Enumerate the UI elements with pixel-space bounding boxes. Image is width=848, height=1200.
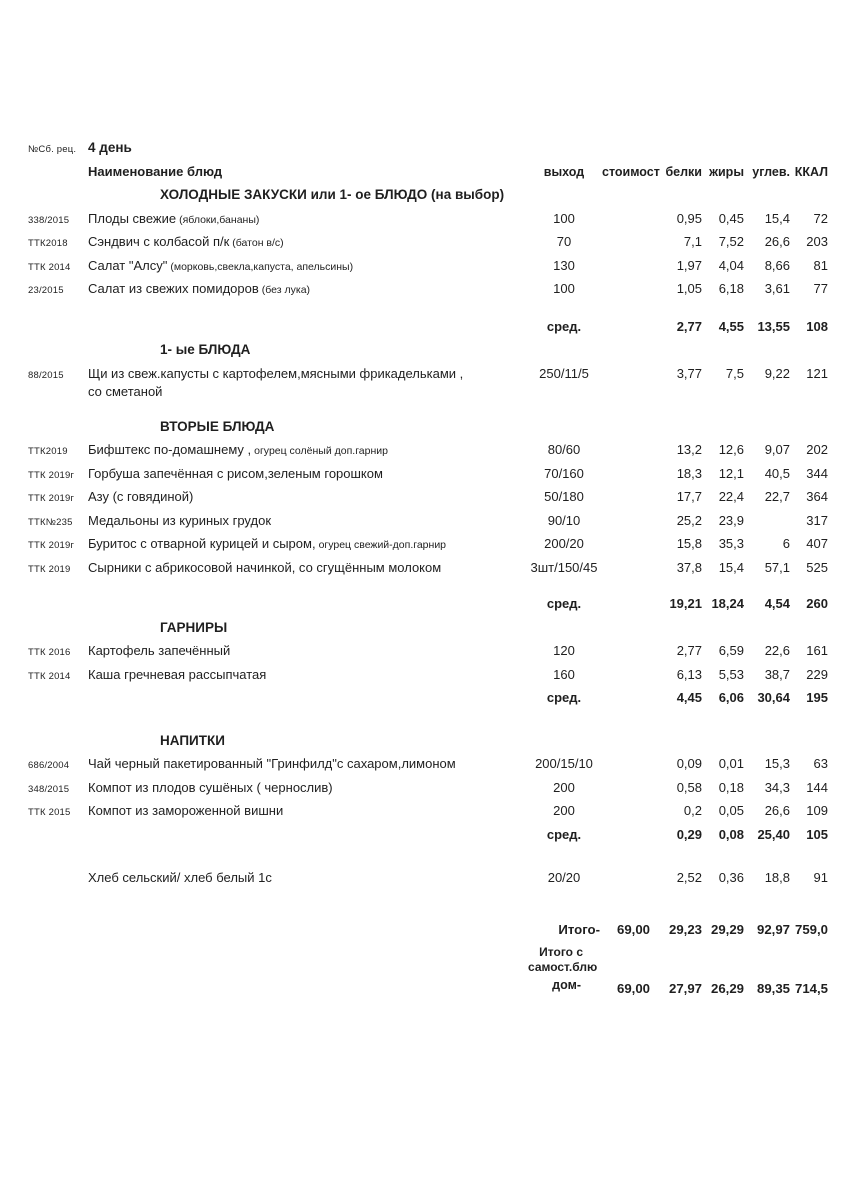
kcal-value: 72 — [813, 210, 828, 226]
kcal-value: 364 — [806, 489, 828, 504]
protein-value: 1,05 — [676, 281, 702, 296]
carbs-value: 8,66 — [764, 257, 790, 273]
carbs-avg: 30,64 — [757, 690, 790, 705]
dish-name-note: огурец свежий-доп.гарнир — [318, 539, 447, 551]
dish-name-main: Салат "Алсу" — [88, 257, 168, 273]
dish-name-main: Компот из плодов сушёных ( чернослив) — [88, 779, 333, 795]
recipe-number: 23/2015 — [28, 285, 64, 296]
col-protein: белки — [665, 164, 702, 179]
dish-name-main: Медальоны из куриных грудок — [88, 512, 272, 528]
dish-name — [88, 756, 528, 771]
fat-value: 0,45 — [718, 210, 744, 226]
table-row — [28, 366, 828, 403]
carbs-value: 26,6 — [764, 234, 790, 249]
dish-name-main: Бифштекс по-домашнему , — [88, 442, 252, 457]
kcal-value: 407 — [806, 536, 828, 551]
dish-name — [88, 366, 528, 403]
dish-name-main: Сэндвич с колбасой п/к — [88, 234, 230, 249]
average-row — [28, 690, 828, 714]
kcal-value: 344 — [806, 465, 828, 481]
protein-avg: 19,21 — [669, 596, 702, 611]
protein-avg: 4,45 — [676, 690, 702, 705]
total-with-fat: 26,29 — [710, 981, 744, 996]
recipe-number: ТТК 2019г — [28, 540, 75, 551]
dish-name-note: (морковь,свекла,капуста, апельсины) — [170, 260, 354, 273]
recipe-number: 338/2015 — [28, 214, 70, 226]
fat-avg: 4,55 — [718, 318, 744, 334]
day-title: 4 день — [88, 140, 132, 155]
table-row — [28, 258, 828, 282]
total-row — [28, 922, 828, 946]
portion-value: 90/10 — [547, 512, 581, 528]
dish-name — [88, 234, 528, 249]
protein-value: 15,8 — [676, 536, 702, 551]
table-row — [28, 211, 828, 235]
kcal-value: 109 — [806, 803, 828, 818]
section-title-first-courses: 1- ые БЛЮДА — [160, 342, 251, 357]
fat-value: 0,05 — [718, 803, 744, 818]
dish-name — [88, 211, 528, 226]
section-title-garnish: ГАРНИРЫ — [160, 619, 228, 635]
kcal-value: 91 — [813, 870, 828, 885]
fat-avg: 0,08 — [718, 826, 744, 842]
fat-value: 0,18 — [718, 779, 744, 795]
kcal-value: 202 — [806, 442, 828, 457]
table-row — [28, 234, 828, 258]
average-label: сред. — [546, 826, 582, 842]
col-name: Наименование блюд — [88, 163, 223, 179]
carbs-value: 40,5 — [764, 465, 790, 481]
carbs-value: 34,3 — [764, 779, 790, 795]
portion-value: 200/20 — [544, 536, 584, 551]
dish-name-note: (без лука) — [261, 284, 311, 296]
table-row — [28, 803, 828, 827]
recipe-number: ТТК 2014 — [28, 261, 71, 273]
spacer — [28, 403, 828, 419]
dish-name-main: Щи из свеж.капусты с картофелем,мясными фрикадельками , — [88, 365, 464, 381]
bread-row — [28, 870, 828, 894]
dish-name — [88, 560, 528, 575]
spacer — [28, 305, 828, 319]
section-title-drinks: НАПИТКИ — [160, 732, 225, 748]
dish-name — [88, 780, 528, 795]
spacer — [28, 714, 828, 733]
carbs-value: 57,1 — [764, 559, 790, 575]
kcal-avg: 105 — [806, 826, 828, 842]
recipe-number: ТТК2018 — [28, 238, 68, 249]
portion-value: 80/60 — [547, 442, 581, 457]
carbs-value: 18,8 — [764, 870, 790, 885]
spacer — [28, 583, 828, 596]
recipe-number: ТТК 2015 — [28, 807, 71, 818]
column-header-row — [28, 164, 828, 188]
protein-value: 0,2 — [683, 803, 702, 818]
recipe-number: ТТК 2014 — [28, 670, 71, 682]
table-row — [28, 281, 828, 305]
fat-value: 12,1 — [718, 465, 744, 481]
protein-value: 2,52 — [676, 870, 702, 885]
carbs-avg: 13,55 — [757, 318, 790, 334]
recipe-number: ТТК 2019г — [28, 469, 75, 481]
dish-name — [88, 643, 528, 658]
table-row — [28, 442, 828, 466]
kcal-value: 63 — [813, 756, 828, 771]
table-row — [28, 536, 828, 560]
dish-name — [88, 466, 528, 481]
fat-value: 7,5 — [725, 365, 744, 381]
carbs-value: 26,6 — [764, 803, 790, 818]
portion-value: 200 — [553, 779, 575, 795]
fat-value: 6,18 — [718, 281, 744, 296]
protein-value: 2,77 — [676, 643, 702, 658]
col-cost: стоимост — [602, 164, 660, 179]
fat-value: 6,59 — [718, 643, 744, 658]
protein-value: 6,13 — [676, 666, 702, 682]
recipe-number: 686/2004 — [28, 760, 70, 771]
col-fat: жиры — [709, 164, 744, 179]
kcal-value: 81 — [813, 257, 828, 273]
dish-name — [88, 442, 528, 457]
portion-value: 100 — [553, 281, 575, 296]
table-row — [28, 667, 828, 691]
protein-value: 13,2 — [676, 442, 702, 457]
protein-value: 0,95 — [676, 210, 702, 226]
dish-name-main: Каша гречневая рассыпчатая — [88, 666, 267, 682]
document-header — [28, 140, 828, 164]
portion-value: 130 — [553, 257, 575, 273]
table-row — [28, 643, 828, 667]
fat-value: 0,36 — [718, 870, 744, 885]
kcal-value: 525 — [806, 559, 828, 575]
dish-name-note: огурец солёный доп.гарнир — [254, 445, 388, 457]
recipe-number: ТТК№235 — [28, 516, 73, 528]
dish-name-main: Горбуша запечённая с рисом,зеленым горошком — [88, 465, 383, 481]
total-protein: 29,23 — [668, 921, 702, 937]
protein-value: 17,7 — [676, 489, 702, 504]
table-row — [28, 513, 828, 537]
total-cost: 69,00 — [616, 921, 650, 937]
total-kcal: 759,0 — [794, 921, 828, 937]
portion-value: 160 — [553, 666, 575, 682]
carbs-value: 22,7 — [764, 489, 790, 504]
dish-name-main: Салат из свежих помидоров — [88, 281, 259, 296]
recipe-number: ТТК 2019 — [28, 563, 71, 575]
total-with-kcal: 714,5 — [794, 981, 828, 996]
fat-value: 35,3 — [718, 536, 744, 551]
dish-name-main: Хлеб сельский/ хлеб белый 1с — [88, 870, 272, 885]
total-fat: 29,29 — [710, 921, 744, 937]
recipe-number: 88/2015 — [28, 369, 64, 381]
average-row — [28, 596, 828, 620]
total-with-label-line1: Итого с — [539, 945, 583, 959]
carbs-value: 22,6 — [764, 643, 790, 658]
portion-value: 3шт/150/45 — [530, 559, 598, 575]
table-row — [28, 780, 828, 804]
dish-name — [88, 281, 528, 296]
table-row — [28, 466, 828, 490]
protein-avg: 0,29 — [676, 826, 702, 842]
col-carbs: углев. — [752, 164, 790, 179]
kcal-avg: 195 — [806, 690, 828, 705]
carbs-value: 9,22 — [764, 365, 790, 381]
fat-value: 15,4 — [718, 559, 744, 575]
total-with-cost: 69,00 — [616, 981, 650, 996]
fat-value: 12,6 — [718, 442, 744, 457]
recipe-number: ТТК2019 — [28, 446, 68, 457]
portion-value: 70/160 — [544, 465, 584, 481]
carbs-value: 9,07 — [764, 442, 790, 457]
protein-value: 25,2 — [676, 512, 702, 528]
dish-name-note: (яблоки,бананы) — [179, 213, 260, 226]
average-label: сред. — [546, 318, 582, 334]
dish-name — [88, 513, 528, 528]
dish-name — [88, 258, 528, 273]
protein-value: 3,77 — [676, 365, 702, 381]
kcal-value: 121 — [806, 365, 828, 381]
protein-value: 0,58 — [676, 779, 702, 795]
table-row — [28, 489, 828, 513]
fat-value: 4,04 — [718, 257, 744, 273]
portion-value: 250/11/5 — [539, 365, 589, 381]
total-with-own-dishes-row — [28, 945, 828, 996]
kcal-value: 317 — [806, 512, 828, 528]
dish-name-line2: со сметаной — [88, 383, 163, 399]
total-with-label — [528, 945, 600, 996]
dish-name — [88, 536, 528, 551]
total-carbs: 92,97 — [756, 921, 790, 937]
dish-name-main: Чай черный пакетированный "Гринфилд"с сахаром,лимоном — [88, 756, 456, 771]
protein-avg: 2,77 — [676, 318, 702, 334]
kcal-avg: 260 — [806, 596, 828, 611]
total-with-protein: 27,97 — [668, 981, 702, 996]
dish-name-main: Сырники с абрикосовой начинкой, со сгущённым молоком — [88, 559, 442, 575]
portion-value: 120 — [553, 643, 575, 658]
table-row — [28, 756, 828, 780]
average-label: сред. — [546, 596, 582, 611]
dish-name-main: Плоды свежие — [88, 210, 177, 226]
kcal-avg: 108 — [806, 318, 828, 334]
protein-value: 7,1 — [683, 234, 702, 249]
portion-value: 50/180 — [544, 489, 584, 504]
portion-value: 70 — [556, 234, 572, 249]
portion-value: 100 — [553, 210, 575, 226]
portion-value: 20/20 — [547, 870, 581, 885]
kcal-value: 161 — [806, 643, 828, 658]
dish-name — [88, 489, 528, 504]
protein-value: 0,09 — [676, 756, 702, 771]
dish-name-main: Компот из замороженной вишни — [88, 803, 284, 818]
protein-value: 37,8 — [676, 559, 702, 575]
carbs-value: 3,61 — [764, 281, 790, 296]
carbs-value: 6 — [782, 536, 790, 551]
average-row — [28, 319, 828, 343]
recipe-ref-label: №Сб. рец. — [28, 144, 77, 155]
carbs-avg: 4,54 — [764, 596, 790, 611]
kcal-value: 77 — [813, 281, 828, 296]
spacer — [28, 894, 828, 922]
fat-value: 23,9 — [718, 512, 744, 528]
fat-value: 7,52 — [718, 234, 744, 249]
carbs-value: 15,4 — [764, 210, 790, 226]
fat-avg: 18,24 — [711, 596, 744, 611]
portion-value: 200/15/10 — [535, 756, 593, 771]
kcal-value: 203 — [806, 234, 828, 249]
average-row — [28, 827, 828, 851]
section-title-cold: ХОЛОДНЫЕ ЗАКУСКИ или 1- ое БЛЮДО (на выбор) — [160, 187, 505, 202]
carbs-value: 38,7 — [764, 666, 790, 682]
fat-value: 5,53 — [718, 666, 744, 682]
dish-name — [88, 803, 528, 818]
spacer — [28, 850, 828, 870]
dish-name — [88, 870, 528, 885]
total-with-label-line3: дом- — [552, 978, 581, 992]
col-kcal: ККАЛ — [794, 164, 828, 179]
total-with-label-line2: самост.блю — [528, 960, 598, 974]
total-label: Итого- — [558, 921, 600, 937]
average-label: сред. — [546, 690, 582, 705]
dish-name-main: Картофель запечённый — [88, 643, 231, 658]
fat-value: 0,01 — [718, 756, 744, 771]
dish-name — [88, 667, 528, 682]
fat-value: 22,4 — [718, 489, 744, 504]
carbs-avg: 25,40 — [757, 826, 790, 842]
dish-name-note: (батон в/с) — [232, 237, 284, 249]
section-title-main-courses: ВТОРЫЕ БЛЮДА — [160, 418, 275, 434]
table-row — [28, 560, 828, 584]
kcal-value: 144 — [806, 779, 828, 795]
protein-value: 1,97 — [676, 257, 702, 273]
fat-avg: 6,06 — [718, 690, 744, 705]
recipe-number: 348/2015 — [28, 783, 70, 795]
recipe-number: ТТК 2016 — [28, 647, 71, 658]
recipe-number: ТТК 2019г — [28, 493, 75, 504]
carbs-value: 15,3 — [764, 756, 790, 771]
portion-value: 200 — [553, 803, 575, 818]
kcal-value: 229 — [806, 666, 828, 682]
dish-name-main: Азу (с говядиной) — [88, 489, 194, 504]
protein-value: 18,3 — [676, 465, 702, 481]
total-with-carbs: 89,35 — [756, 981, 790, 996]
col-out: выход — [543, 164, 585, 179]
dish-name-main: Буритос с отварной курицей и сыром, — [88, 536, 316, 551]
